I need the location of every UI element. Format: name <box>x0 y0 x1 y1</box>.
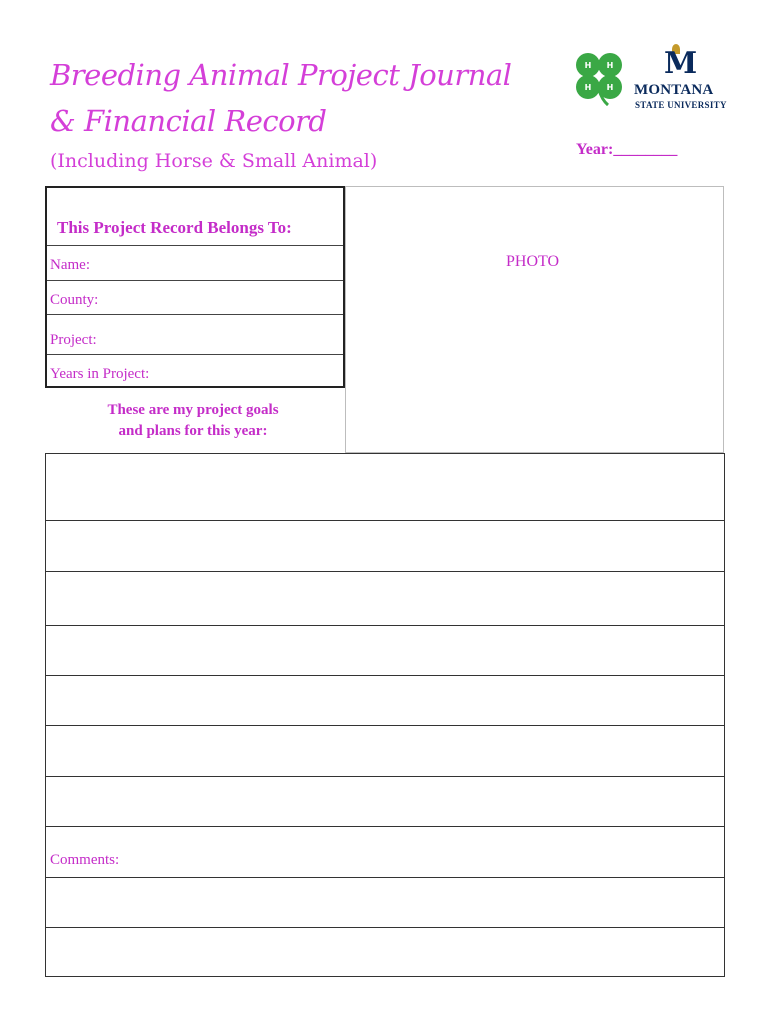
4-h-clover-icon <box>572 50 626 106</box>
logo-group <box>572 44 732 116</box>
msu-logo <box>634 44 732 116</box>
msu-initial: M <box>664 46 698 81</box>
photo-area[interactable] <box>345 186 724 453</box>
svg-text:H: H <box>606 83 614 92</box>
goals-line-2: and plans for this year: <box>118 423 268 439</box>
writing-line <box>46 776 724 777</box>
svg-text:H: H <box>584 61 592 70</box>
comments-label: Comments: <box>50 852 120 868</box>
goals-line-1: These are my project goals <box>107 402 279 418</box>
svg-text:H: H <box>606 61 614 70</box>
writing-line <box>46 675 724 676</box>
writing-line <box>46 877 724 878</box>
writing-line <box>46 927 724 928</box>
project-field[interactable]: Project: <box>47 314 343 354</box>
page-subtitle: (Including Horse & Small Animal) <box>50 150 378 172</box>
writing-line <box>46 826 724 827</box>
svg-text:H: H <box>584 83 592 92</box>
title-line-2: & Financial Record <box>50 104 327 138</box>
writing-line <box>46 625 724 626</box>
year-field[interactable]: Year:________ <box>576 141 678 158</box>
goals-heading <box>45 400 341 442</box>
writing-line <box>46 571 724 572</box>
msu-subname: STATE UNIVERSITY <box>635 100 727 110</box>
msu-name: MONTANA <box>634 82 714 98</box>
photo-label: PHOTO <box>506 253 560 270</box>
page-title <box>50 52 511 144</box>
years-in-project-field[interactable]: Years in Project: <box>47 354 343 386</box>
county-field[interactable]: County: <box>47 280 343 314</box>
goals-writing-area[interactable] <box>45 453 725 977</box>
owner-heading: This Project Record Belongs To: <box>57 218 292 237</box>
name-field[interactable]: Name: <box>47 245 343 280</box>
writing-line <box>46 520 724 521</box>
writing-line <box>46 725 724 726</box>
title-line-1: Breeding Animal Project Journal <box>50 58 512 92</box>
